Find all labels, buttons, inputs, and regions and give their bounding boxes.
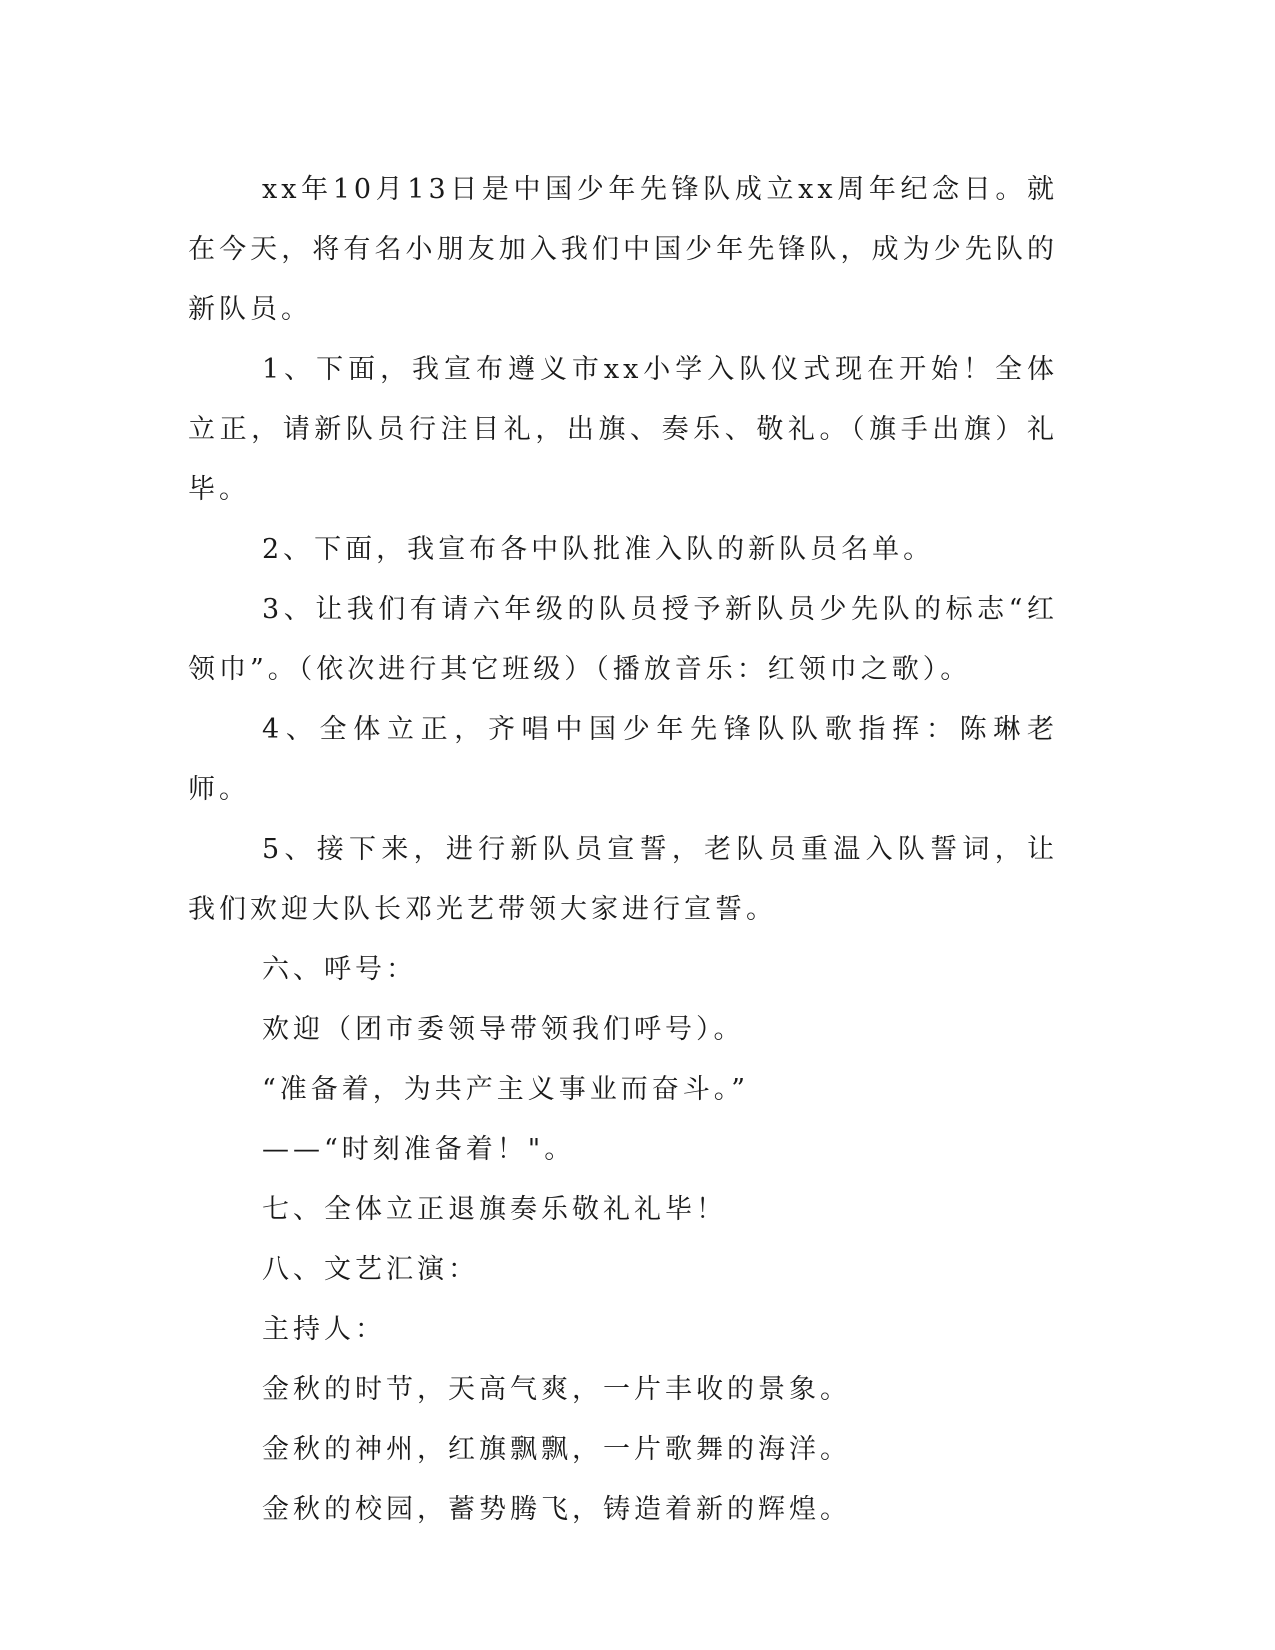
section-heading-flag-retreat: 七、全体立正退旗奏乐敬礼礼毕！ — [262, 1194, 727, 1225]
document-body — [188, 160, 1058, 1540]
paragraph-host-line-3: 金秋的校园，蓄势腾飞，铸造着新的辉煌。 — [262, 1494, 851, 1525]
paragraph-host-line-2: 金秋的神州，红旗飘飘，一片歌舞的海洋。 — [262, 1434, 851, 1465]
paragraph-step-4: 4、全体立正，齐唱中国少年先锋队队歌指挥：陈琳老师。 — [188, 714, 1058, 805]
section-heading-slogan: 六、呼号： — [262, 954, 417, 985]
paragraph-step-1: 1、下面，我宣布遵义市xx小学入队仪式现在开始！全体立正，请新队员行注目礼，出旗、奏乐、敬礼。（旗手出旗）礼毕。 — [188, 354, 1058, 505]
paragraph-slogan-call: “准备着，为共产主义事业而奋斗。” — [262, 1074, 750, 1105]
paragraph-slogan-response: ——“时刻准备着！"。 — [262, 1134, 576, 1165]
paragraph-step-5: 5、接下来，进行新队员宣誓，老队员重温入队誓词，让我们欢迎大队长邓光艺带领大家进行宣誓。 — [188, 834, 1058, 925]
paragraph-host-label: 主持人： — [262, 1314, 386, 1345]
paragraph-intro: xx年10月13日是中国少年先锋队成立xx周年纪念日。就在今天，将有名小朋友加入我们中国少年先锋队，成为少先队的新队员。 — [188, 174, 1058, 325]
section-heading-performance: 八、文艺汇演： — [262, 1254, 479, 1285]
paragraph-step-2: 2、下面，我宣布各中队批准入队的新队员名单。 — [262, 534, 935, 565]
paragraph-welcome: 欢迎（团市委领导带领我们呼号）。 — [262, 1014, 745, 1045]
paragraph-host-line-1: 金秋的时节，天高气爽，一片丰收的景象。 — [262, 1374, 851, 1405]
paragraph-step-3: 3、让我们有请六年级的队员授予新队员少先队的标志“红领巾”。（依次进行其它班级）（播放音乐：红领巾之歌）。 — [188, 594, 1058, 685]
